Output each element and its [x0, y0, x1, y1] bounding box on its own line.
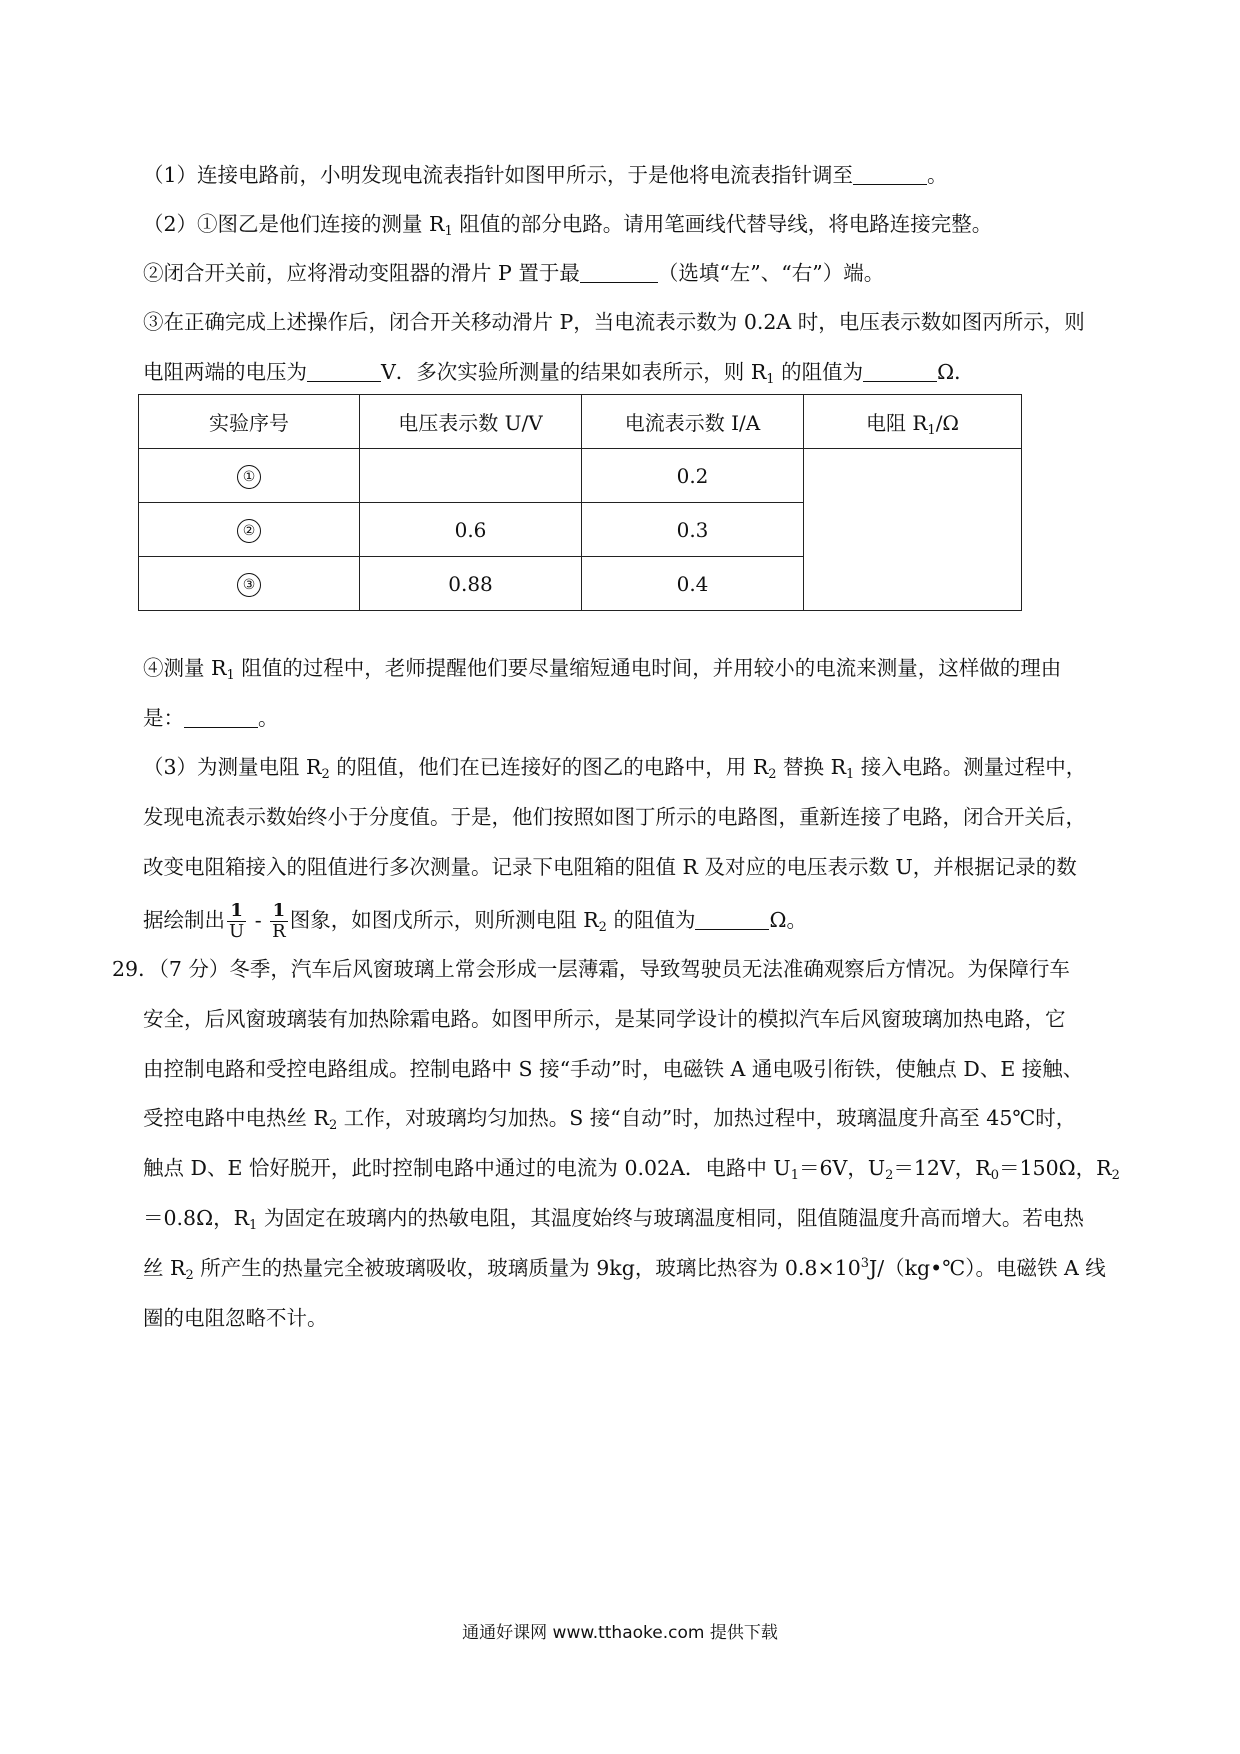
answer-blank-2[interactable] [580, 260, 658, 283]
table-cell-u: 0.6 [360, 503, 582, 557]
q29-line4: 受控电路中电热丝 $R_2$ 工作，对玻璃均匀加热。S 接“自动”时，加热过程中，玻璃温度升高至 45℃时， [143, 1106, 1077, 1133]
table-header: 电流表示数 I/A [582, 395, 804, 449]
q29-line3: 由控制电路和受控电路组成。控制电路中 S 接“手动”时，电磁铁 A 通电吸引衔铁，使触点 D、E 接触、 [143, 1057, 1084, 1081]
q28-part2: （2）①图乙是他们连接的测量 $R_1$ 阻值的部分电路。请用笔画线代替导线，将电路连接完整。 [143, 212, 993, 239]
q28-part3: （3）为测量电阻 $R_2$ 的阻值，他们在已连接好的图乙的电路中，用 $R_2$ 替换 $R_1$ 接入电路。测量过程中， [143, 755, 1087, 782]
q29-line8: 圈的电阻忽略不计。 [143, 1306, 328, 1330]
answer-blank-6[interactable] [695, 907, 769, 930]
q28-part3-line4: 据绘制出 $\frac{1}{U}$ - $\frac{1}{R}$ 图象，如图戊所示，则所测电阻 $R_2$ 的阻值为 Ω。 [143, 900, 807, 942]
table-header: 电压表示数 U/V [360, 395, 582, 449]
answer-blank-4[interactable] [863, 359, 937, 382]
fraction-1-over-r: $\frac{1}{R}$ [272, 900, 286, 942]
table-cell-no: ③ [139, 557, 360, 611]
q29-line6: ＝0.8Ω，$R_1$ 为固定在玻璃内的热敏电阻，其温度始终与玻璃温度相同，阻值随温度升高而增大。若电热 [143, 1206, 1084, 1233]
table-row [139, 449, 1022, 503]
q28-part3-line2: 发现电流表示数始终小于分度值。于是，他们按照如图丁所示的电路图，重新连接了电路，闭合开关后， [143, 805, 1086, 829]
table-cell-no: ② [139, 503, 360, 557]
table-cell-i: 0.2 [582, 449, 804, 503]
table-cell-i: 0.4 [582, 557, 804, 611]
answer-blank-1[interactable] [853, 162, 927, 185]
fraction-1-over-u: $\frac{1}{U}$ [229, 900, 245, 942]
q28-part2-step3-cont: 电阻两端的电压为 V．多次实验所测量的结果如表所示，则 $R_1$ 的阻值为 Ω． [143, 360, 975, 387]
q29-line2: 安全，后风窗玻璃装有加热除霜电路。如图甲所示，是某同学设计的模拟汽车后风窗玻璃加热电路，它 [143, 1007, 1066, 1031]
q29-line5: 触点 D、E 恰好脱开，此时控制电路中通过的电流为 0.02A．电路中 $U_1=6V$，$U_2=12V$，$R_0=150\Omega$，$R_2$ [143, 1156, 1120, 1183]
page-footer: 通通好课网 www.tthaoke.com 提供下载 [462, 1623, 778, 1643]
q29-line7: 丝 $R_2$ 所产生的热量完全被玻璃吸收，玻璃质量为 9kg，玻璃比热容为 $0.8\times 10^3J/(kg•℃)$。电磁铁 A 线 [143, 1256, 1106, 1283]
table-header: 实验序号 [139, 395, 360, 449]
measurement-table [138, 394, 1022, 611]
table-cell-i: 0.3 [582, 503, 804, 557]
q28-step4-shi-line: 是： 。 [143, 706, 279, 730]
table-header-row [139, 395, 1022, 449]
q28-part2-step4: ④测量 $R_1$ 阻值的过程中，老师提醒他们要尽量缩短通电时间，并用较小的电流来测量，这样做的理由 [143, 656, 1062, 683]
table-cell-u: 0.88 [360, 557, 582, 611]
q28-part2-step3: ③在正确完成上述操作后，闭合开关移动滑片 P，当电流表示数为 0.2A 时，电压表示数如图丙所示，则 [143, 310, 1085, 334]
answer-blank-5[interactable] [184, 705, 258, 728]
table-cell-u [360, 449, 582, 503]
table-cell-r-merged [804, 449, 1022, 611]
q29-line1: 29．（7 分）冬季，汽车后风窗玻璃上常会形成一层薄霜，导致驾驶员无法准确观察后方情况。为保障行车 [112, 957, 1070, 981]
table-cell-no: ① [139, 449, 360, 503]
q28-part1: （1）连接电路前，小明发现电流表指针如图甲所示，于是他将电流表指针调至 。 [143, 163, 948, 187]
answer-blank-3[interactable] [307, 359, 381, 382]
q28-part2-step2: ②闭合开关前，应将滑动变阻器的滑片 P 置于最 （选填“左”、“右”）端。 [143, 261, 885, 285]
table-header: 电阻 $R_1/\Omega$ [804, 395, 1022, 449]
q28-part3-line3: 改变电阻箱接入的阻值进行多次测量。记录下电阻箱的阻值 R 及对应的电压表示数 U，并根据记录的数 [143, 855, 1077, 879]
